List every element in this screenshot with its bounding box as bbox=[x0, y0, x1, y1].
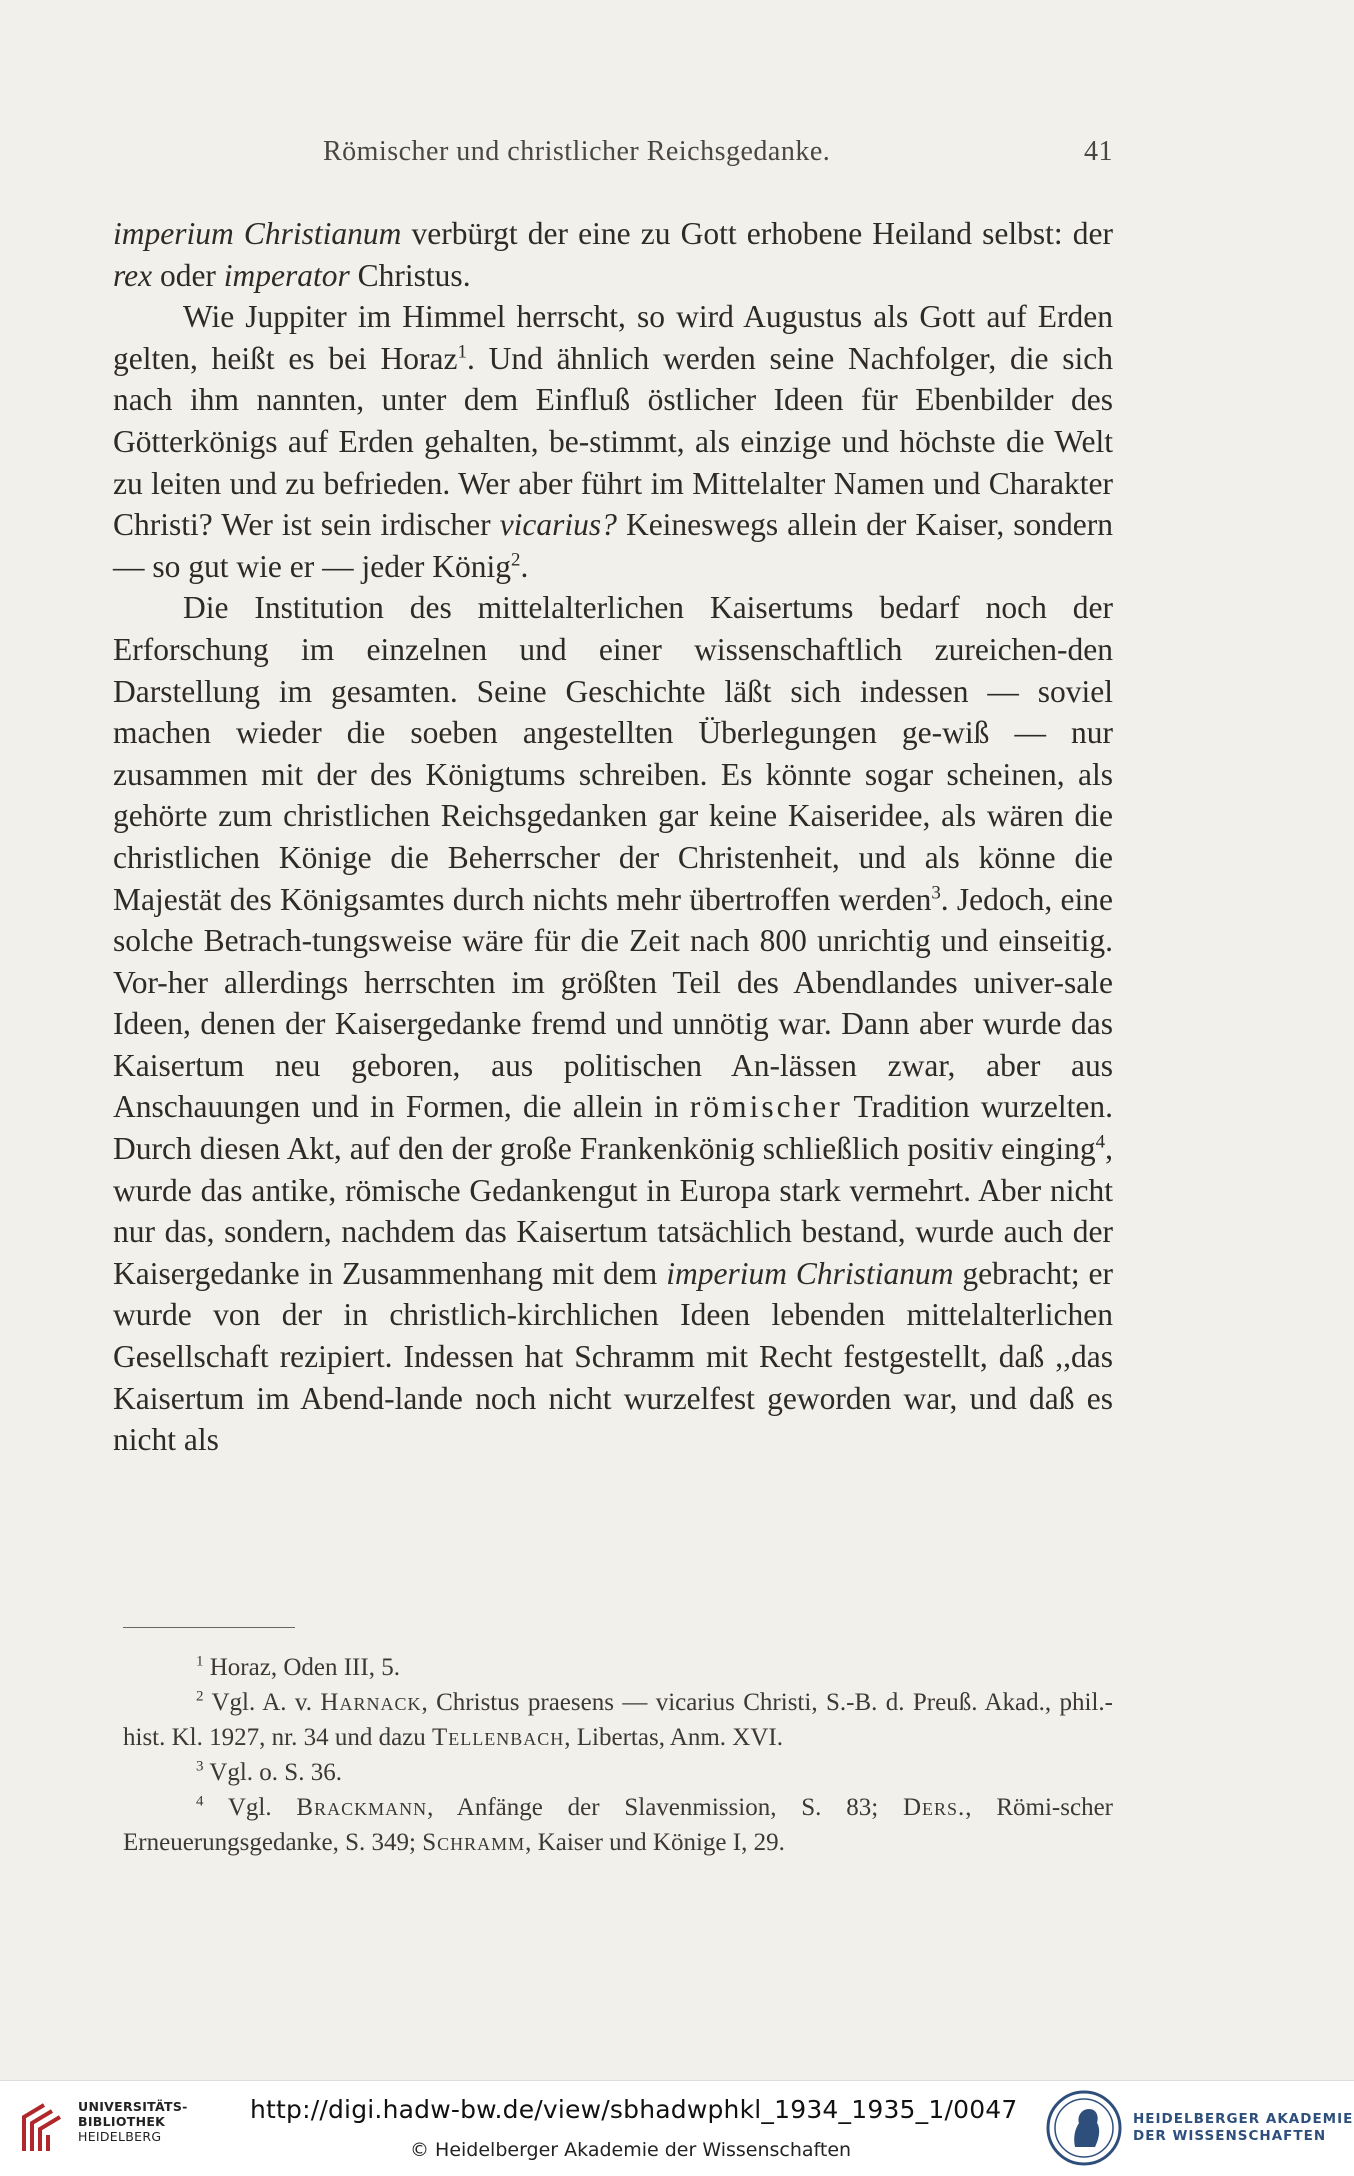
footnote-text: Horaz, Oden III, 5. bbox=[203, 1654, 400, 1681]
footnote-text: , Anfänge der Slavenmission, S. 83; bbox=[427, 1794, 903, 1821]
text-run: Wie Juppiter im Himmel herrscht, so wird Augustus als Gott auf Erden gelten, heißt es bei Horaz bbox=[113, 299, 1113, 376]
footnote-1 bbox=[123, 1650, 1113, 1685]
footnote-2 bbox=[123, 1685, 1113, 1755]
italic-term: vicarius? bbox=[499, 507, 617, 543]
library-line: BIBLIOTHEK bbox=[78, 2114, 166, 2129]
footnote-marker: 4 bbox=[1095, 1131, 1106, 1153]
author-name: Schramm bbox=[422, 1829, 526, 1856]
author-name: Ders. bbox=[902, 1794, 966, 1821]
viewer-footer bbox=[0, 2080, 1354, 2176]
text-run: verbürgt der eine zu Gott erhobene Heiland selbst: der bbox=[401, 216, 1113, 251]
university-library-logo-icon[interactable] bbox=[14, 2099, 66, 2157]
italic-term: imperator bbox=[223, 257, 350, 293]
academy-name bbox=[1133, 2111, 1353, 2145]
author-name: Tellenbach bbox=[432, 1724, 565, 1751]
spaced-term: römischer bbox=[689, 1089, 843, 1125]
library-line: UNIVERSITÄTS- bbox=[78, 2099, 188, 2114]
text-run: Christus. bbox=[349, 257, 471, 293]
copyright-notice: © Heidelberger Akademie der Wissenschaften bbox=[410, 2139, 852, 2161]
author-name: Brackmann bbox=[296, 1794, 428, 1821]
footnote-marker: 1 bbox=[457, 341, 467, 363]
running-title: Römischer und christlicher Reichsgedanke. bbox=[323, 136, 831, 167]
footnote-text: , Kaiser und Könige I, 29. bbox=[525, 1829, 785, 1856]
footnote-text: , Christus praesens — vicarius Christi, S.-B. d. Preuß. Akad., phil.-hist. Kl. 1927, nr. 34 und dazu bbox=[123, 1689, 1113, 1751]
body-text bbox=[113, 213, 1113, 1461]
footnotes bbox=[123, 1650, 1113, 1860]
italic-term: rex bbox=[113, 257, 153, 293]
footnote-marker: 2 bbox=[511, 549, 521, 571]
library-line: HEIDELBERG bbox=[78, 2129, 162, 2144]
footnote-separator bbox=[123, 1627, 295, 1628]
italic-term: imperium Christianum bbox=[666, 1255, 954, 1291]
footnote-3 bbox=[123, 1755, 1113, 1790]
text-run: gebracht; er wurde von der in christlich-kirchlichen Ideen lebenden mittelalterlichen Gesellschaft rezipiert. Indessen hat Schramm mit Recht festgestellt, daß ,,das Kaisertum im Abend-lande noch nicht wurzelfest geworden war, und daß es nicht als bbox=[113, 1255, 1113, 1458]
text-run: Keineswegs allein der Kaiser, sondern — so gut wie er — jeder König bbox=[113, 507, 1113, 584]
text-run: . bbox=[520, 548, 529, 584]
footnote-marker: 3 bbox=[931, 882, 941, 903]
footnote-text: Vgl. A. v. bbox=[203, 1689, 321, 1716]
academy-line: HEIDELBERGER AKADEMIE bbox=[1133, 2111, 1354, 2127]
paragraph-3 bbox=[113, 587, 1113, 1460]
paragraph-2 bbox=[113, 296, 1113, 587]
page-header bbox=[113, 136, 1113, 176]
text-run: . Jedoch, eine solche Betrach-tungsweise wäre für die Zeit nach 800 unrichtig und einseitig. Vor-her allerdings herrschten im größten Teil des Abendlandes univer-sale Ideen, denen der Kaisergedanke fremd und unnötig war. Dann aber wurde das Kaisertum neu geboren, aus politischen An-lässen zwar, aber aus Anschauungen und in Formen, die allein in bbox=[113, 881, 1114, 1125]
footnote-text: Vgl. bbox=[203, 1794, 297, 1821]
footnote-text: , Römi-scher Erneuerungsgedanke, S. 349; bbox=[123, 1794, 1113, 1856]
footnote-text: , Libertas, Anm. XVI. bbox=[564, 1724, 783, 1751]
permalink-url[interactable]: http://digi.hadw-bw.de/view/sbhadwphkl_1934_1935_1/0047 bbox=[250, 2095, 1018, 2124]
text-run: . Und ähnlich werden seine Nachfolger, die sich nach ihm nannten, unter dem Einfluß östlicher Ideen für Ebenbilder des Götterkönigs auf Erden gehalten, be-stimmt, als einzige und höchste die Welt zu leiten und zu befrieden. Wer aber führt im Mittelalter Namen und Charakter Christi? Wer ist sein irdischer bbox=[113, 340, 1114, 543]
paragraph-1 bbox=[113, 213, 1113, 296]
academy-seal-icon[interactable] bbox=[1045, 2089, 1123, 2167]
footnote-number: 3 bbox=[196, 1758, 204, 1775]
text-run: Die Institution des mittelalterlichen Kaisertums bedarf noch der Erforschung im einzelnen und einer wissenschaftlich zureichen-den Darstellung im gesamten. Seine Geschichte läßt sich indessen — soviel machen wieder die soeben angestellten Überlegungen ge-wiß — nur zusammen mit der des Königtums schreiben. Es könnte sogar scheinen, als gehörte zum christlichen Reichsgedanken gar keine Kaiseridee, als wären die christlichen Könige die Beherrscher der Christenheit, und als könne die Majestät des Königsamtes durch nichts mehr übertroffen werden bbox=[113, 590, 1113, 917]
italic-term: imperium Christianum bbox=[113, 216, 402, 251]
footnote-number: 1 bbox=[196, 1653, 204, 1670]
page-number: 41 bbox=[1084, 136, 1113, 167]
text-run: oder bbox=[152, 257, 224, 293]
author-name: Harnack bbox=[320, 1689, 422, 1716]
footnote-number: 4 bbox=[196, 1793, 204, 1810]
university-library-name bbox=[78, 2099, 188, 2144]
academy-line: DER WISSENSCHAFTEN bbox=[1133, 2128, 1327, 2144]
text-run: , wurde das antike, römische Gedankengut in Europa stark vermehrt. Aber nicht nur das, sondern, nachdem das Kaisertum tatsächlich bestand, wurde auch der Kaisergedanke in Zusammenhang mit dem bbox=[113, 1131, 1113, 1291]
footnote-text: Vgl. o. S. 36. bbox=[203, 1759, 342, 1786]
footnote-4 bbox=[123, 1790, 1113, 1860]
footnote-number: 2 bbox=[196, 1688, 204, 1705]
text-run: Tradition wurzelten. Durch diesen Akt, auf den der große Frankenkönig schließlich positiv einging bbox=[113, 1089, 1113, 1167]
